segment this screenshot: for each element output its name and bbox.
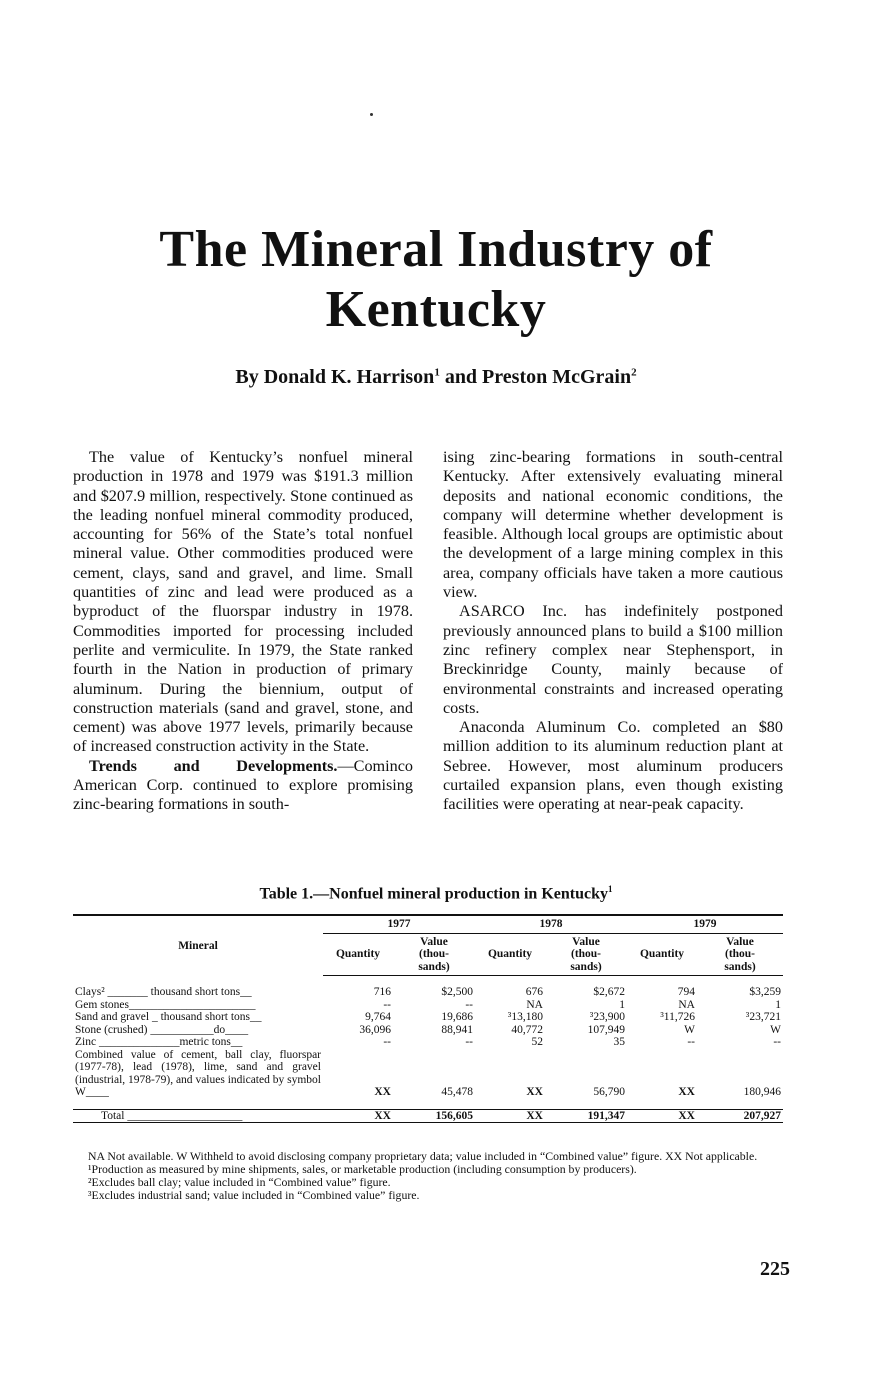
cell-value: ³23,900: [589, 1011, 625, 1023]
table-title: [0, 884, 872, 903]
cell-value: 180,946: [743, 1086, 781, 1098]
cell-quantity: --: [383, 998, 391, 1011]
cell-mineral: Stone (crushed) ___________do____: [75, 1023, 249, 1036]
table-title-text: Table 1.—Nonfuel mineral production in Kentucky: [259, 885, 608, 903]
header-value-line: (thou-: [724, 948, 756, 960]
cell-quantity: 52: [531, 1036, 543, 1048]
column-left: [73, 448, 413, 815]
table-row: [73, 1024, 783, 1037]
footnote-abbreviations: NA Not available. W Withheld to avoid disclosing company proprietary data; value included in “Combined value” figure. XX Not applicable.: [88, 1149, 758, 1163]
table-row-total: [73, 1109, 783, 1123]
cell-value: 156,605: [393, 1109, 475, 1123]
table-row-combined: [73, 1049, 783, 1099]
cell-value: ³23,721: [745, 1011, 781, 1023]
page-title: [0, 220, 872, 340]
footnote-2: ²Excludes ball clay; value included in “Combined value” figure.: [88, 1175, 391, 1189]
header-year-1979: 1979: [627, 915, 783, 933]
cell-value: --: [773, 1036, 781, 1048]
cell-quantity: --: [383, 1036, 391, 1048]
byline: [0, 366, 872, 389]
byline-author-1: By Donald K. Harrison: [235, 366, 435, 388]
footnote-1: ¹Production as measured by mine shipments, sales, or marketable production (including consumption by producers).: [88, 1162, 637, 1176]
cell-value: 107,949: [587, 1023, 625, 1036]
page-number: 225: [760, 1258, 790, 1280]
header-value-line: sands): [570, 960, 602, 973]
cell-quantity: XX: [526, 1086, 543, 1098]
header-value-line: Value: [726, 935, 754, 948]
cell-value: 191,347: [545, 1109, 627, 1123]
cell-value: --: [465, 998, 473, 1011]
cell-value: 1: [619, 998, 625, 1011]
cell-value: 207,927: [697, 1109, 783, 1123]
table-row: [73, 1011, 783, 1024]
table-row: [73, 999, 783, 1012]
footnote-3: ³Excludes industrial sand; value included in “Combined value” figure.: [88, 1188, 420, 1202]
cell-value: 1: [775, 998, 781, 1011]
header-quantity: Quantity: [475, 933, 545, 976]
cell-quantity: XX: [678, 1086, 695, 1098]
header-value: [545, 933, 627, 976]
footnote-marker-1: 1: [434, 366, 440, 379]
cell-quantity: XX: [374, 1086, 391, 1098]
byline-author-2: and Preston McGrain: [439, 366, 632, 388]
scan-speck: [370, 113, 373, 116]
table-row: [73, 986, 783, 999]
cell-value: --: [465, 1036, 473, 1048]
cell-mineral: Gem stones______________________: [75, 998, 256, 1011]
header-year-1978: 1978: [475, 915, 627, 933]
header-value-line: Value: [572, 935, 600, 948]
cell-value: 19,686: [441, 1011, 473, 1023]
table-title-footnote: 1: [608, 884, 613, 894]
header-value-line: (thou-: [418, 948, 450, 960]
cell-quantity: 794: [677, 986, 695, 998]
cell-mineral: Clays² _______ thousand short tons__: [75, 986, 252, 998]
cell-quantity: NA: [678, 998, 695, 1011]
cell-quantity: 36,096: [359, 1023, 391, 1036]
section-heading-trends: Trends and Developments.: [89, 756, 338, 775]
cell-mineral: Sand and gravel _ thousand short tons__: [75, 1011, 262, 1023]
cell-quantity: W: [684, 1023, 695, 1036]
footnote-marker-2: 2: [631, 366, 637, 379]
cell-quantity: XX: [475, 1109, 545, 1123]
cell-value: $3,259: [749, 986, 781, 998]
paragraph-trends-text: —Cominco American Corp. continued to explore promising zinc-bearing formations in south-: [73, 756, 413, 814]
header-mineral: Mineral: [178, 939, 218, 952]
table-footnotes: [88, 1150, 783, 1202]
column-right: [443, 448, 783, 815]
cell-quantity: ³13,180: [507, 1011, 543, 1023]
cell-value: 45,478: [441, 1086, 473, 1098]
cell-quantity: 9,764: [365, 1011, 391, 1023]
cell-value: 35: [613, 1036, 625, 1048]
cell-quantity: 676: [525, 986, 543, 998]
paragraph-anaconda: Anaconda Aluminum Co. completed an $80 million addition to its aluminum reduction plant at Sebree. However, most aluminum producers curtailed expansion plans, even though existing facilities were operating at near-peak capacity.: [443, 718, 783, 814]
cell-value: $2,500: [441, 986, 473, 998]
header-quantity: Quantity: [323, 933, 393, 976]
paragraph-intro: The value of Kentucky’s nonfuel mineral production in 1978 and 1979 was $191.3 million and $207.9 million, respectively. Stone continued as the leading nonfuel mineral commodity produced, accounting for 56% of the State’s total nonfuel mineral value. Other commodities produced were cement, clays, sand and gravel, and lime. Small quantities of zinc and lead were produced as a byproduct of the fluorspar industry in 1978. Commodities imported for processing included perlite and vermiculite. In 1979, the State ranked fourth in the Nation in production of primary aluminum. During the biennium, output of construction materials (sand and gravel, stone, and cement) was above 1977 levels, primarily because of increased construction activity in the State.: [73, 448, 413, 756]
header-value-line: sands): [724, 960, 756, 973]
header-quantity: Quantity: [627, 933, 697, 976]
cell-quantity: --: [687, 1036, 695, 1048]
cell-value: W: [770, 1023, 781, 1036]
cell-mineral: Zinc ______________metric tons__: [75, 1036, 243, 1048]
paragraph-cominco-cont: ising zinc-bearing formations in south-central Kentucky. After extensively evaluating mineral deposits and national economic conditions, the company will determine whether development is feasible. Although local groups are optimistic about the development of a large mining complex in this area, company officials have taken a more cautious view.: [443, 448, 783, 602]
header-value: [393, 933, 475, 976]
header-value-line: Value: [420, 935, 448, 948]
cell-value: $2,672: [593, 986, 625, 998]
cell-quantity: XX: [323, 1109, 393, 1123]
cell-total-label: Total ____________________: [73, 1109, 323, 1123]
cell-mineral: Combined value of cement, ball clay, fluorspar (1977-78), lead (1978), lime, sand and gravel (industrial, 1978-79), and values indicated by symbol W____: [75, 1048, 321, 1098]
title-line-2: Kentucky: [325, 281, 547, 338]
cell-quantity: ³11,726: [660, 1011, 695, 1023]
header-value-line: (thou-: [570, 948, 602, 960]
cell-quantity: XX: [627, 1109, 697, 1123]
article-body: [73, 448, 783, 815]
paragraph-trends: [73, 757, 413, 815]
production-table: [73, 914, 783, 1123]
header-year-1977: 1977: [323, 915, 475, 933]
paragraph-asarco: ASARCO Inc. has indefinitely postponed previously announced plans to build a $100 million zinc refinery complex near Stephensport, in Breckinridge County, mainly because of environmental constraints and increased operating costs.: [443, 602, 783, 717]
header-value-line: sands): [418, 960, 450, 973]
cell-value: 88,941: [441, 1023, 473, 1036]
cell-quantity: NA: [526, 998, 543, 1011]
header-value: [697, 933, 783, 976]
cell-quantity: 716: [373, 986, 391, 998]
cell-value: 56,790: [593, 1086, 625, 1098]
table-row: [73, 1036, 783, 1049]
cell-quantity: 40,772: [511, 1023, 543, 1036]
title-line-1: The Mineral Industry of: [159, 221, 713, 278]
